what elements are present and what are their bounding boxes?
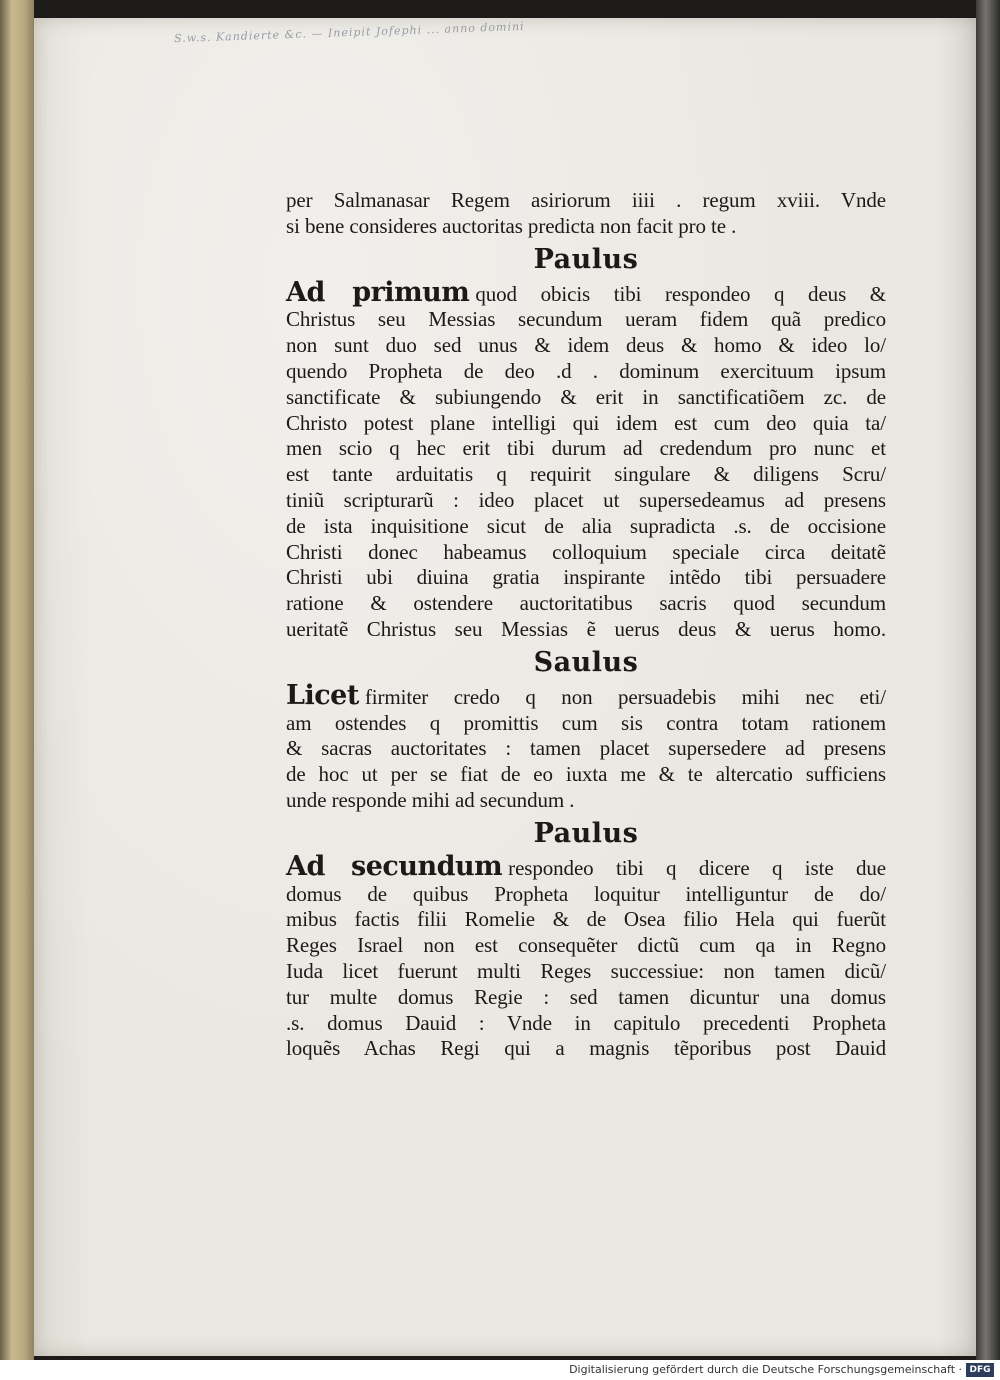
printed-text-block xyxy=(286,188,886,1062)
text-line: Christus seu Messias secundum ueram fidem quã predico xyxy=(286,307,886,332)
text-line: Christi donec habeamus colloquium speciale circa deitatẽ xyxy=(286,539,886,564)
text-line: tiniũ scripturarũ : ideo placet ut supersedeamus ad presens xyxy=(286,487,886,512)
text-line: Christi ubi diuina gratia inspirante intẽdo tibi persuadere xyxy=(286,565,886,590)
text-line: loquẽs Achas Regi qui a magnis tẽporibus post Dauid xyxy=(286,1036,886,1061)
speaker-heading-saulus: Saulus xyxy=(533,646,639,678)
text-line: mibus factis filii Romelie & de Osea filio Hela qui fuerũt xyxy=(286,907,886,932)
text-line: quendo Propheta de deo .d . dominum exercituum ipsum xyxy=(286,358,886,383)
text-line: am ostendes q promittis cum sis contra totam rationem xyxy=(286,710,886,735)
footer-bar xyxy=(0,1360,1000,1380)
initial-words: Licet xyxy=(286,679,359,711)
text-line: si bene consideres auctoritas predicta non facit pro te . xyxy=(286,213,737,238)
text-line: & sacras auctoritates : tamen placet supersedere ad presens xyxy=(286,736,886,761)
first-line-rest: firmiter credo q non persuadebis mihi nec eti/ xyxy=(364,684,886,709)
text-line: per Salmanasar Regem asiriorum iiii . regum xviii. Vnde xyxy=(286,188,886,212)
text-line: de hoc ut per se fiat de eo iuxta me & te altercatio sufficiens xyxy=(286,762,886,787)
text-line: unde responde mihi ad secundum . xyxy=(286,787,575,812)
text-line: est tante arduitatis q requirit singulare & diligens Scru/ xyxy=(286,462,886,487)
text-line: Iuda licet fuerunt multi Reges successiue: non tamen dicũ/ xyxy=(286,958,886,983)
initial-words: Ad secundum xyxy=(286,850,503,882)
speaker-heading-paulus: Paulus xyxy=(533,817,639,849)
speaker-heading-paulus: Paulus xyxy=(533,243,639,275)
book-binding-right xyxy=(976,0,1000,1360)
first-line-rest: respondeo tibi q dicere q iste due xyxy=(508,855,887,880)
text-line: .s. domus Dauid : Vnde in capitulo precedenti Propheta xyxy=(286,1010,886,1035)
text-line-with-initial xyxy=(286,679,886,711)
text-line-with-initial xyxy=(286,276,886,308)
dfg-logo[interactable]: DFG xyxy=(966,1363,994,1377)
text-line: Reges Israel non est consequẽter dictũ cum qa in Regno xyxy=(286,933,886,958)
text-line: ratione & ostendere auctoritatibus sacris quod secundum xyxy=(286,591,886,616)
handwritten-margin-note: S.w.s. Kandierte &c. — Ineipit Jofephi ... anno domini xyxy=(173,19,525,46)
first-line-rest: quod obicis tibi respondeo q deus & xyxy=(475,281,886,306)
text-line: non sunt duo sed unus & idem deus & homo & ideo lo/ xyxy=(286,333,886,358)
text-line: domus de quibus Propheta loquitur intelliguntur de do/ xyxy=(286,881,886,906)
text-line: de ista inquisitione sicut de alia supradicta .s. de occisione xyxy=(286,513,886,538)
funding-credit: Digitalisierung gefördert durch die Deutsche Forschungsgemeinschaft · xyxy=(569,1363,962,1376)
text-line-with-initial xyxy=(286,850,887,882)
text-line: sanctificate & subiungendo & erit in sanctificatiõem zc. de xyxy=(286,384,886,409)
book-binding-left xyxy=(0,0,34,1360)
text-line: tur multe domus Regie : sed tamen dicuntur una domus xyxy=(286,984,886,1009)
book-page xyxy=(34,18,976,1356)
initial-words: Ad primum xyxy=(286,276,470,308)
text-line: ueritatẽ Christus seu Messias ẽ uerus deus & uerus homo. xyxy=(286,616,886,641)
text-line: Christo potest plane intelligi qui idem est cum deo quia ta/ xyxy=(286,410,886,435)
text-line: men scio q hec erit tibi durum ad credendum pro nunc et xyxy=(286,436,886,461)
